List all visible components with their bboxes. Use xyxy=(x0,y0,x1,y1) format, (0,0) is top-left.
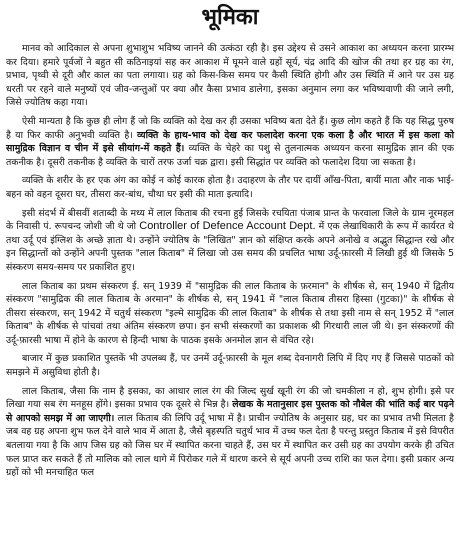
text-segment: Controller of Defence Account Dept. xyxy=(139,220,316,233)
text-segment: लाल किताब का प्रथम संस्करण ई. सन् 1939 में "सामुद्रिक की लाल किताब के फ़रमान" के शीर्षक से, सन् 1940 में द्वितीय संस्करण "सामुद्रिक की लाल किताब के अरमान" के शीर्षक से, सन् 1941 में "लाल किताब तीसरा हिस्सा (गुटका)" के शीर्षक से तीसरा संस्करण, सन् 1942 में चतुर्थ संस्करण "इल्मे सामुद्रिक की लाल किताब" के शीर्षक से तथा इसी नाम से सन् 1952 में "लाल किताब" के शीर्षक से पांचवां तथा अंतिम संस्करण छपा। इन सभी संस्करणों का प्रकाशक श्री गिरधारी लाल जी थे। इन संस्करणों की उर्दू-फ़ारसी भाषा में होने के कारण से हिन्दी भाषा के पाठक इसके अनमोल ज्ञान से वंचित रहे। xyxy=(6,280,454,346)
paragraph xyxy=(6,385,454,480)
text-segment: लाल किताब, जैसा कि नाम है इसका, का आधार लाल रंग की जिल्द सुर्ख खूनी रंग की जो चमकीला न हो, शुभ होगी। इसे पर लिखा गया सब रंग मनहूस होंगे। इसका प्रभाव एक दूसरे से भिन्न है। xyxy=(6,385,454,411)
paragraph xyxy=(6,42,454,110)
text-segment: मानव को आदिकाल से अपना शुभाशुभ भविष्य जानने की उत्कंठा रही है। इस उद्देश्य से उसने आकाश का अध्ययन करना प्रारम्भ कर दिया। हमारे पूर्वजों ने बहुत सी कठिनाइयां सह कर आकाश में घूमने वाले ग्रहों सूर्य, चंद्र आदि की खोज की तथा हर ग्रह का रंग, प्रभाव, पृथ्वी से दूरी और काल का पता लगाया। ग्रह को किस-किस समय पर कैसी स्थिति होगी और उस स्थिति में आने पर उस ग्रह धरती पर रहने वाले मनुष्यों एवं जीव-जन्तुओं पर क्या और कैसा प्रभाव डालेगा, इसका अनुमान लगा कर भविष्यवाणी की जाने लगी, जिसे ज्योतिष कहा गया। xyxy=(6,43,454,109)
page-title: भूमिका xyxy=(201,5,259,30)
text-segment: लाल किताब की लिपि उर्दू भाषा में है। प्राचीन ज्योतिष के अनुसार ग्रह, घर का प्रभाव तभी मिलता है जब वह ग्रह अपना शुभ फल देने वाले भाव में आता है, जैसे बृहस्पति चतुर्थ भाव में उच्च फल देता है परन्तु प्रस्तुत किताब में इसे विपरीत बतलाया गया है कि आप जिस ग्रह को जिस घर में स्थापित करना चाहते हैं, उस घर में स्थापित कर उसी ग्रह का उपयोग करके ही उचित फल प्राप्त कर सकते हैं तो मालिक को लाल धागे में पिरोकर गले में धारण करने से सूर्य अपनी उच्च राशि का फल देगा। इसी प्रकार अन्य ग्रहों को भी मनचाहित फल xyxy=(6,412,454,479)
paragraph xyxy=(6,115,454,169)
text-segment: व्यक्ति के चेहरे का पशु से तुलनात्मक अध्ययन करना सामुद्रिक ज्ञान की एक तकनीक है। दूसरी तकनीक है व्यक्ति के चारों तरफ उर्जा चक्र द्वारा। इसी सिद्धांत पर व्यक्ति को फलादेश दिया जा सकता है। xyxy=(6,143,455,168)
paragraph xyxy=(6,174,454,201)
text-segment: में एक लेखाधिकारी के रूप में कार्यरत थे तथा उर्दू एवं इंग्लिश के अच्छे ज्ञाता थे। उन्होंने ज्योतिष के "लिखित" ज्ञान को संक्षिप्त करके अपने अनोखे व अद्भुत सिद्धान्त रखे और इन सिद्धान्तों को उन्होंने अपनी पुस्तक "लाल किताब" में लिखा जो उस समय की प्रचलित भाषा उर्दू-फ़ारसी में लिखी हुई थी जिसके 5 संस्करण समय-समय पर प्रकाशित हुए। xyxy=(6,221,454,273)
bold-text-segment: व्यक्ति के हाथ-भाव को देख कर फलादेश करना एक कला है और भारत में इस कला को सामुद्रिक विज्ञान व चीन में इसे सीयांग-में कहते हैं। xyxy=(6,129,454,155)
text-segment: ऐसी मान्यता है कि कुछ ही लोग हैं जो कि व्यक्ति को देख कर ही उसका भविष्य बता देते हैं। कुछ लोग कहते हैं कि यह सिद्ध पुरुष है या फिर काफी अनुभवी व्यक्ति है। xyxy=(6,115,454,141)
bold-text-segment: लेखक के मतानुसार इस पुस्तक को नौबेल की भांति कई बार पढ़ने से आपको समझ में आ जाएगी। xyxy=(6,399,454,424)
document-body xyxy=(6,42,454,480)
paragraph xyxy=(6,280,454,348)
paragraph xyxy=(6,207,454,275)
text-segment: बाजार में कुछ प्रकाशित पुस्तकें भी उपलब्ध हैं, पर उनमें उर्दू-फ़ारसी के मूल शब्द देवनागरी लिपि में दिए गए हैं जिससे पाठकों को समझने में असुविधा होती है। xyxy=(6,353,454,379)
text-segment: व्यक्ति के शरीर के हर एक अंग का कोई न कोई कारक होता है। उदाहरण के तौर पर दायीं आँख-पिता, बायीं माता और नाक भाई-बहन को वहन दूसरा घर, तीसरा कर-बांध, चौथा घर इसी की माता इत्यादि। xyxy=(6,175,454,200)
paragraph xyxy=(6,352,454,379)
text-segment: इसी संदर्भ में बीसवीं शताब्दी के मध्य में लाल किताब की रचना हुई जिसके रचयिता पंजाब प्रान्त के फरवाला जिले के ग्राम नूरमहल के निवासी पं. रूपचन्द जोशी जी थे जो xyxy=(6,207,454,233)
